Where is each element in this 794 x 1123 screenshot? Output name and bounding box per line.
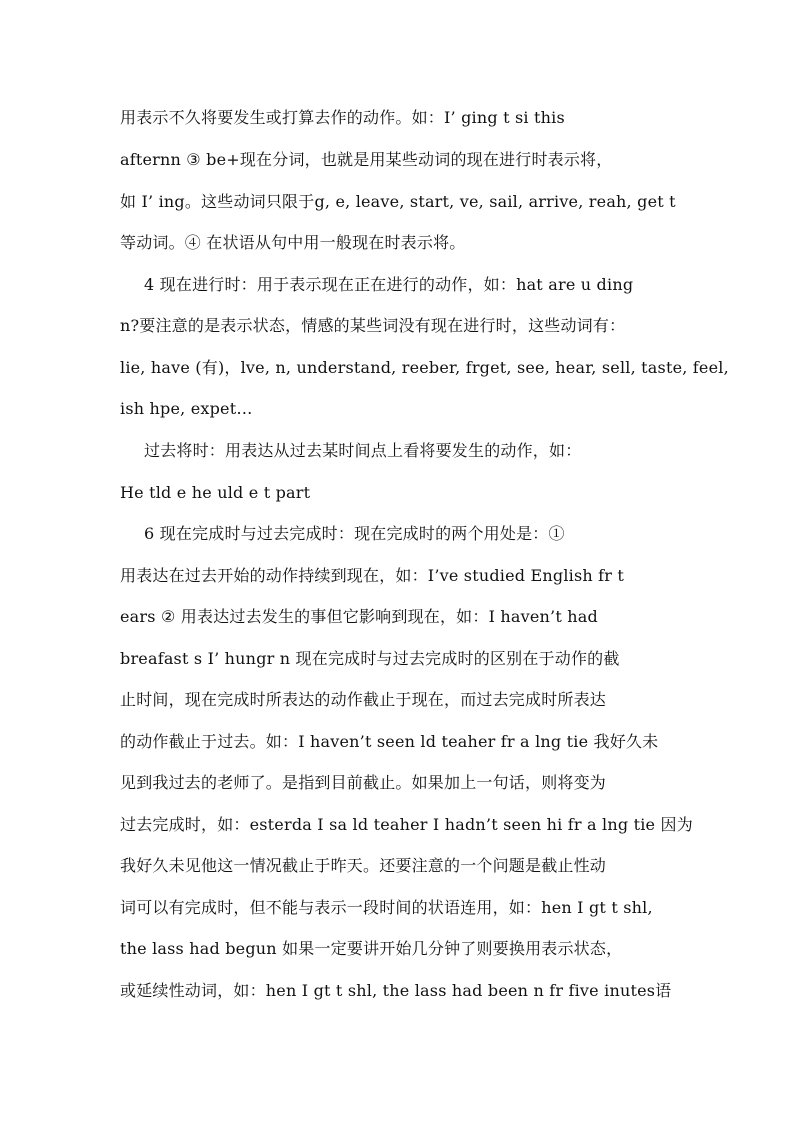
text-line: 止时间，现在完成时所表达的动作截止于现在，而过去完成时所表达: [120, 690, 607, 709]
text-line: n?要注意的是表示状态，情感的某些词没有现在进行时，这些动词有：: [120, 316, 626, 335]
text-line: 见到我过去的老师了。是指到目前截止。如果加上一句话，则将变为: [120, 773, 607, 792]
text-line: 用表示不久将要发生或打算去作的动作。如：I’ ging t si this: [120, 108, 565, 127]
text-line: 6 现在完成时与过去完成时：现在完成时的两个用处是：①: [144, 524, 565, 543]
text-line: 如 I’ ing。这些动词只限于g, e, leave, start, ve, sail, arrive, reah, get t: [120, 192, 676, 211]
text-line: He tld e he uld e t part: [120, 483, 311, 502]
text-line: 用表达在过去开始的动作持续到现在，如：I’ve studied English fr t: [120, 566, 625, 585]
text-line: 过去完成时，如：esterda I sa ld teaher I hadn’t seen hi fr a lng tie 因为: [120, 815, 693, 834]
text-line: breafast s I’ hungr n 现在完成时与过去完成时的区别在于动作的截: [120, 649, 620, 668]
text-line: 过去将时：用表达从过去某时间点上看将要发生的动作，如：: [144, 441, 582, 460]
text-line: 等动词。④ 在状语从句中用一般现在时表示将。: [120, 233, 466, 252]
text-line: 或延续性动词，如：hen I gt t shl, the lass had been n fr five inutes语: [120, 981, 672, 1000]
text-line: lie, have (有)，lve, n, understand, reeber, frget, see, hear, sell, taste, feel,: [120, 358, 729, 377]
text-line: afternn ③ be+现在分词，也就是用某些动词的现在进行时表示将，: [120, 150, 613, 169]
text-line: the lass had begun 如果一定要讲开始几分钟了则要换用表示状态，: [120, 939, 623, 958]
text-line: 4 现在进行时：用于表示现在正在进行的动作，如：hat are u ding: [144, 275, 634, 294]
text-line: ears ② 用表达过去发生的事但它影响到现在，如：I haven’t had: [120, 607, 598, 626]
text-line: 我好久未见他这一情况截止于昨天。还要注意的一个问题是截止性动: [120, 856, 607, 875]
text-line: ish hpe, expet…: [120, 399, 253, 418]
text-line: 词可以有完成时，但不能与表示一段时间的状语连用，如：hen I gt t shl,: [120, 898, 653, 917]
text-line: 的动作截止于过去。如：I haven’t seen ld teaher fr a lng tie 我好久未: [120, 732, 659, 751]
